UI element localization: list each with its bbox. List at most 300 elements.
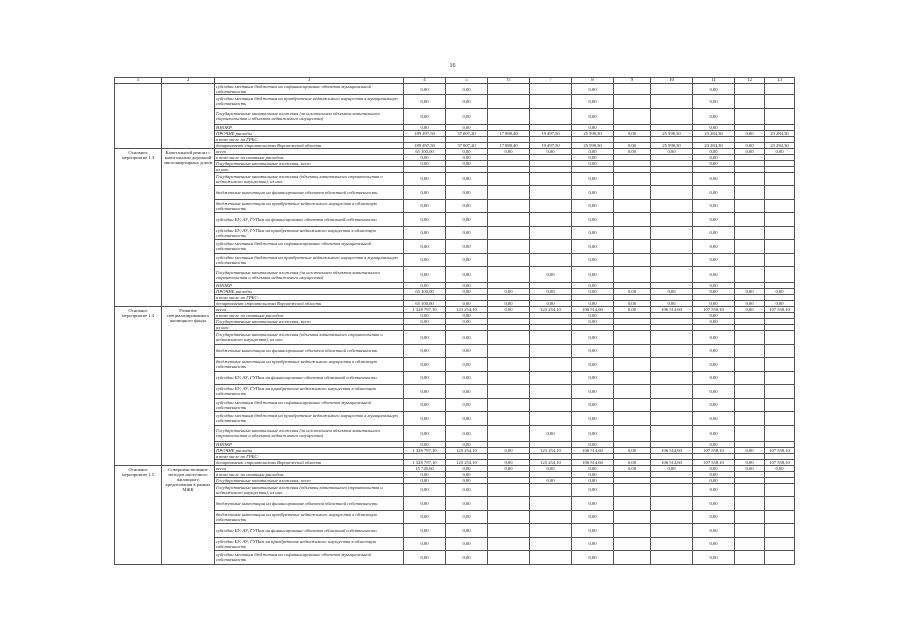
expense-label-cell: субсидии БУ, АУ, ГУПам на приобретение недвижимого имущества в областную собственность: [215, 385, 404, 399]
table-row: [115, 483, 795, 497]
value-cell: 0,00: [651, 465, 693, 471]
value-cell: [530, 240, 572, 254]
value-cell: 0,00: [572, 154, 614, 160]
value-cell: [735, 524, 765, 538]
value-cell: [651, 84, 693, 95]
value-cell: 0,00: [693, 124, 735, 130]
value-cell: 0,00: [404, 313, 446, 319]
value-cell: [735, 172, 765, 186]
value-cell: [651, 172, 693, 186]
value-cell: 0,00: [488, 307, 530, 313]
value-cell: [651, 412, 693, 426]
value-cell: 0,00: [614, 301, 651, 307]
value-cell: 0,00: [404, 425, 446, 441]
value-cell: 0,00: [735, 289, 765, 295]
value-cell: [614, 199, 651, 213]
value-cell: 0,00: [488, 301, 530, 307]
value-cell: 25 598,30: [572, 142, 614, 148]
expense-label-cell: субсидии местным бюджетам на приобретение недвижимого имущества в муниципальную собственность: [215, 412, 404, 426]
value-cell: [651, 398, 693, 412]
value-cell: [614, 186, 651, 200]
value-cell: 0,00: [765, 289, 795, 295]
expense-label-cell: Государственные капитальные вложения, всего: [215, 477, 404, 483]
measure-subject-cell: [162, 84, 215, 149]
value-cell: [765, 537, 795, 551]
value-cell: 0,00: [693, 385, 735, 399]
value-cell: 0,00: [404, 154, 446, 160]
value-cell: [530, 510, 572, 524]
column-number-header: 8: [572, 78, 614, 84]
value-cell: [530, 537, 572, 551]
value-cell: 37 007,20: [446, 130, 488, 136]
value-cell: 0,00: [446, 154, 488, 160]
value-cell: 0,00: [693, 108, 735, 124]
measure-name-cell: Основное мероприятие 1.3: [115, 148, 162, 307]
value-cell: 0,00: [765, 465, 795, 471]
value-cell: 0,00: [572, 124, 614, 130]
value-cell: [765, 398, 795, 412]
value-cell: 0,00: [446, 84, 488, 95]
value-cell: 0,00: [446, 358, 488, 372]
value-cell: 0,00: [446, 510, 488, 524]
value-cell: [530, 84, 572, 95]
budget-table: [114, 77, 795, 565]
value-cell: 0,00: [572, 267, 614, 283]
value-cell: 0,00: [488, 447, 530, 453]
expense-label-cell: НИОКР: [215, 283, 404, 289]
expense-label-cell: в том числе по статьям расходов:: [215, 313, 404, 319]
value-cell: [651, 108, 693, 124]
value-cell: 0,00: [488, 459, 530, 465]
measure-subject-cell: Капитальный ремонт с капитальным дорожной многоквартирных домов: [162, 148, 215, 307]
column-number-header: 13: [765, 78, 795, 84]
value-cell: 0,00: [693, 283, 735, 289]
expense-label-cell: субсидии БУ, АУ, ГУПам на финансирование объектов областной собственности: [215, 371, 404, 385]
table-row: [115, 358, 795, 372]
value-cell: [735, 199, 765, 213]
column-number-header: 4: [404, 78, 446, 84]
expense-label-cell: в том числе по статьям расходов:: [215, 154, 404, 160]
value-cell: 0,00: [735, 447, 765, 453]
value-cell: [765, 213, 795, 227]
value-cell: 0,00: [572, 398, 614, 412]
value-cell: [488, 385, 530, 399]
value-cell: 0,00: [572, 108, 614, 124]
value-cell: 107 558,10: [765, 447, 795, 453]
value-cell: [765, 551, 795, 565]
value-cell: 0,00: [693, 172, 735, 186]
value-cell: 0,00: [404, 398, 446, 412]
value-cell: 0,00: [530, 148, 572, 154]
table-row: [115, 524, 795, 538]
value-cell: [488, 344, 530, 358]
table-row: [115, 551, 795, 565]
value-cell: 0,00: [446, 385, 488, 399]
value-cell: 25 598,30: [572, 130, 614, 136]
value-cell: 0,00: [572, 441, 614, 447]
value-cell: [488, 172, 530, 186]
value-cell: 0,00: [693, 551, 735, 565]
value-cell: [765, 226, 795, 240]
value-cell: [614, 226, 651, 240]
value-cell: 0,00: [572, 524, 614, 538]
value-cell: [735, 267, 765, 283]
expense-label-cell: Государственные капитальные вложения (за исключением объектов капитального строительства и объектов недвижимого имущества): [215, 108, 404, 124]
value-cell: 0,00: [693, 524, 735, 538]
value-cell: [614, 537, 651, 551]
value-cell: [488, 253, 530, 267]
value-cell: 0,00: [651, 289, 693, 295]
value-cell: 25 598,30: [651, 142, 693, 148]
column-number-header: 3: [215, 78, 404, 84]
value-cell: 65 100,00: [404, 301, 446, 307]
value-cell: [530, 385, 572, 399]
value-cell: [530, 226, 572, 240]
value-cell: [614, 510, 651, 524]
expense-label-cell: ПРОЧИЕ расходы: [215, 447, 404, 453]
value-cell: 0,00: [614, 130, 651, 136]
value-cell: [530, 199, 572, 213]
value-cell: 123 254,10: [446, 459, 488, 465]
expense-label-cell: субсидии местным бюджетам на приобретение недвижимого имущества в муниципальную собственность: [215, 95, 404, 109]
table-row: [115, 537, 795, 551]
value-cell: 0,00: [446, 289, 488, 295]
value-cell: 0,00: [651, 301, 693, 307]
value-cell: 25 598,30: [651, 130, 693, 136]
value-cell: 107 558,10: [693, 307, 735, 313]
value-cell: 0,00: [404, 213, 446, 227]
value-cell: [488, 497, 530, 511]
value-cell: 23 284,30: [765, 130, 795, 136]
value-cell: [735, 186, 765, 200]
value-cell: 106 514,60: [651, 307, 693, 313]
value-cell: [651, 267, 693, 283]
value-cell: [530, 172, 572, 186]
value-cell: 0,00: [446, 148, 488, 154]
value-cell: 123 254,10: [530, 307, 572, 313]
value-cell: [614, 84, 651, 95]
value-cell: 0,00: [446, 551, 488, 565]
column-number-header: 9: [614, 78, 651, 84]
value-cell: [530, 551, 572, 565]
value-cell: 0,00: [572, 186, 614, 200]
value-cell: 0,00: [693, 301, 735, 307]
value-cell: [530, 253, 572, 267]
value-cell: 0,00: [404, 108, 446, 124]
value-cell: 0,00: [693, 240, 735, 254]
value-cell: [530, 497, 572, 511]
value-cell: 0,00: [404, 524, 446, 538]
value-cell: [614, 483, 651, 497]
value-cell: 0,00: [572, 385, 614, 399]
value-cell: [651, 425, 693, 441]
value-cell: 0,00: [446, 267, 488, 283]
value-cell: [651, 253, 693, 267]
column-number-header: 5: [446, 78, 488, 84]
measure-subject-cell: Совершенствование методов ипотечного жилищного кредитования в рамках МЖК: [162, 465, 215, 564]
value-cell: 0,00: [693, 95, 735, 109]
value-cell: 0,00: [446, 537, 488, 551]
value-cell: [651, 551, 693, 565]
table-row: [115, 510, 795, 524]
table-row: [115, 172, 795, 186]
expense-label-cell: бюджетные инвестиции на приобретение недвижимого имущества в областную собственность: [215, 199, 404, 213]
value-cell: 106 514,60: [651, 459, 693, 465]
table-row: [115, 84, 795, 95]
value-cell: 189 497,50: [404, 130, 446, 136]
value-cell: 0,00: [614, 289, 651, 295]
table-row: [115, 331, 795, 345]
value-cell: [488, 95, 530, 109]
table-row: [115, 226, 795, 240]
value-cell: 0,00: [446, 412, 488, 426]
value-cell: 0,00: [693, 510, 735, 524]
expense-label-cell: из них:: [215, 325, 404, 331]
value-cell: 0,00: [735, 307, 765, 313]
expense-label-cell: субсидии местным бюджетам на приобретение недвижимого имущества в муниципальную собственность: [215, 253, 404, 267]
value-cell: 0,00: [572, 465, 614, 471]
value-cell: [735, 371, 765, 385]
value-cell: [765, 483, 795, 497]
value-cell: 0,00: [446, 471, 488, 477]
value-cell: 0,00: [446, 465, 488, 471]
value-cell: [614, 551, 651, 565]
value-cell: 123 254,10: [530, 447, 572, 453]
value-cell: 1 328 797,10: [404, 447, 446, 453]
value-cell: 0,00: [446, 160, 488, 166]
value-cell: [765, 331, 795, 345]
column-number-header: 2: [162, 78, 215, 84]
value-cell: 0,00: [404, 497, 446, 511]
value-cell: 107 558,10: [765, 307, 795, 313]
value-cell: 23 284,30: [765, 142, 795, 148]
value-cell: 0,00: [572, 477, 614, 483]
measure-name-cell: Основное мероприятие 1.5: [115, 465, 162, 564]
table-row: [115, 213, 795, 227]
value-cell: [765, 412, 795, 426]
value-cell: 0,00: [765, 148, 795, 154]
value-cell: 0,00: [404, 267, 446, 283]
value-cell: 0,00: [572, 537, 614, 551]
value-cell: 0,00: [572, 358, 614, 372]
value-cell: [530, 213, 572, 227]
value-cell: 0,00: [572, 371, 614, 385]
value-cell: [488, 213, 530, 227]
column-number-header: 6: [488, 78, 530, 84]
expense-label-cell: департамент строительства Воронежской области: [215, 459, 404, 465]
value-cell: 0,00: [446, 497, 488, 511]
value-cell: 19 497,50: [530, 142, 572, 148]
value-cell: [765, 524, 795, 538]
value-cell: [488, 425, 530, 441]
value-cell: [735, 412, 765, 426]
value-cell: 0,00: [693, 213, 735, 227]
expense-label-cell: Государственные капитальные вложения, всего: [215, 319, 404, 325]
value-cell: 17 888,40: [488, 142, 530, 148]
table-row: [115, 199, 795, 213]
value-cell: [651, 385, 693, 399]
value-cell: 0,00: [404, 186, 446, 200]
table-row: [115, 385, 795, 399]
expense-label-cell: Государственные капитальные вложения (за исключением объектов капитального строительства и объектов недвижимого имущества): [215, 425, 404, 441]
value-cell: [488, 537, 530, 551]
value-cell: 0,00: [446, 344, 488, 358]
value-cell: [765, 84, 795, 95]
value-cell: 0,00: [614, 459, 651, 465]
page-number: 16: [449, 63, 456, 69]
measure-name-cell: Основное мероприятие 1.4: [115, 307, 162, 466]
expense-label-cell: в том числе по статьям расходов:: [215, 471, 404, 477]
value-cell: 0,00: [446, 301, 488, 307]
value-cell: 0,00: [572, 551, 614, 565]
value-cell: 0,00: [404, 477, 446, 483]
value-cell: [765, 199, 795, 213]
value-cell: 0,00: [572, 301, 614, 307]
value-cell: [651, 331, 693, 345]
column-number-header: 10: [651, 78, 693, 84]
value-cell: 0,00: [404, 331, 446, 345]
value-cell: 0,00: [693, 331, 735, 345]
value-cell: 0,00: [693, 497, 735, 511]
value-cell: [488, 412, 530, 426]
value-cell: 0,00: [572, 226, 614, 240]
value-cell: 107 558,10: [693, 447, 735, 453]
value-cell: 189 497,50: [404, 142, 446, 148]
value-cell: [488, 331, 530, 345]
value-cell: [488, 267, 530, 283]
value-cell: [488, 371, 530, 385]
value-cell: [735, 95, 765, 109]
expense-label-cell: субсидии местным бюджетам на софинансирование объектов муниципальной собственности: [215, 84, 404, 95]
value-cell: 0,00: [572, 253, 614, 267]
value-cell: [765, 253, 795, 267]
value-cell: 0,00: [446, 124, 488, 130]
value-cell: [614, 371, 651, 385]
value-cell: 0,00: [693, 160, 735, 166]
value-cell: [614, 412, 651, 426]
value-cell: 0,00: [446, 524, 488, 538]
value-cell: [614, 331, 651, 345]
value-cell: 0,00: [693, 148, 735, 154]
value-cell: [765, 186, 795, 200]
expense-label-cell: Государственные капитальные вложения (объекты капитального строительства и недвижимого имущества), из них:: [215, 172, 404, 186]
value-cell: 106 514,60: [572, 307, 614, 313]
table-row: [115, 95, 795, 109]
value-cell: 0,00: [404, 371, 446, 385]
value-cell: [614, 95, 651, 109]
value-cell: 0,00: [693, 319, 735, 325]
value-cell: [488, 84, 530, 95]
value-cell: 0,00: [446, 253, 488, 267]
value-cell: [614, 108, 651, 124]
expense-label-cell: НИОКР: [215, 124, 404, 130]
value-cell: [651, 483, 693, 497]
value-cell: [488, 483, 530, 497]
value-cell: 0,00: [446, 398, 488, 412]
value-cell: [735, 385, 765, 399]
column-number-header: 11: [693, 78, 735, 84]
column-number-header: 7: [530, 78, 572, 84]
value-cell: 123 254,10: [530, 459, 572, 465]
value-cell: 0,00: [614, 148, 651, 154]
value-cell: 0,00: [735, 142, 765, 148]
value-cell: [614, 344, 651, 358]
value-cell: 0,00: [572, 172, 614, 186]
value-cell: 0,00: [693, 537, 735, 551]
value-cell: 0,00: [404, 84, 446, 95]
value-cell: 0,00: [446, 108, 488, 124]
value-cell: [530, 398, 572, 412]
table-row: [115, 267, 795, 283]
value-cell: 0,00: [765, 301, 795, 307]
value-cell: 0,00: [693, 412, 735, 426]
value-cell: 0,00: [404, 160, 446, 166]
value-cell: 0,00: [693, 477, 735, 483]
value-cell: 0,00: [404, 441, 446, 447]
expense-label-cell: в том числе по ГРБС:: [215, 295, 404, 301]
value-cell: 0,00: [572, 160, 614, 166]
value-cell: [488, 510, 530, 524]
value-cell: [735, 497, 765, 511]
value-cell: 0,00: [446, 186, 488, 200]
value-cell: [530, 412, 572, 426]
value-cell: [735, 213, 765, 227]
value-cell: [735, 358, 765, 372]
expense-label-cell: бюджетные инвестиции на приобретение недвижимого имущества в областную собственность: [215, 358, 404, 372]
expense-label-cell: бюджетные инвестиции на финансирование объектов областной собственности: [215, 186, 404, 200]
table-body: [115, 78, 795, 565]
value-cell: 0,00: [530, 465, 572, 471]
value-cell: 0,00: [572, 510, 614, 524]
value-cell: 0,00: [446, 313, 488, 319]
value-cell: [488, 358, 530, 372]
value-cell: 0,00: [446, 283, 488, 289]
expense-label-cell: субсидии БУ, АУ, ГУПам на приобретение недвижимого имущества в областную собственность: [215, 537, 404, 551]
value-cell: [765, 371, 795, 385]
value-cell: [735, 510, 765, 524]
value-cell: [651, 510, 693, 524]
expense-label-cell: в том числе по ГРБС:: [215, 453, 404, 459]
value-cell: 0,00: [446, 95, 488, 109]
value-cell: [488, 108, 530, 124]
value-cell: 0,00: [404, 95, 446, 109]
value-cell: 0,00: [488, 148, 530, 154]
value-cell: 0,00: [404, 226, 446, 240]
value-cell: 0,00: [614, 447, 651, 453]
expense-label-cell: всего: [215, 465, 404, 471]
value-cell: 0,00: [530, 289, 572, 295]
value-cell: [651, 226, 693, 240]
value-cell: 0,00: [651, 148, 693, 154]
value-cell: 0,00: [446, 425, 488, 441]
value-cell: [614, 524, 651, 538]
expense-label-cell: в том числе по ГРБС:: [215, 136, 404, 142]
value-cell: [614, 497, 651, 511]
value-cell: [765, 510, 795, 524]
value-cell: 0,00: [404, 358, 446, 372]
value-cell: [735, 253, 765, 267]
value-cell: 0,00: [614, 142, 651, 148]
value-cell: 107 558,10: [765, 459, 795, 465]
value-cell: 0,00: [572, 425, 614, 441]
value-cell: 0,00: [693, 425, 735, 441]
value-cell: 0,00: [693, 186, 735, 200]
value-cell: [651, 344, 693, 358]
value-cell: [651, 95, 693, 109]
value-cell: 106 514,60: [572, 447, 614, 453]
value-cell: [651, 371, 693, 385]
value-cell: 0,00: [572, 95, 614, 109]
